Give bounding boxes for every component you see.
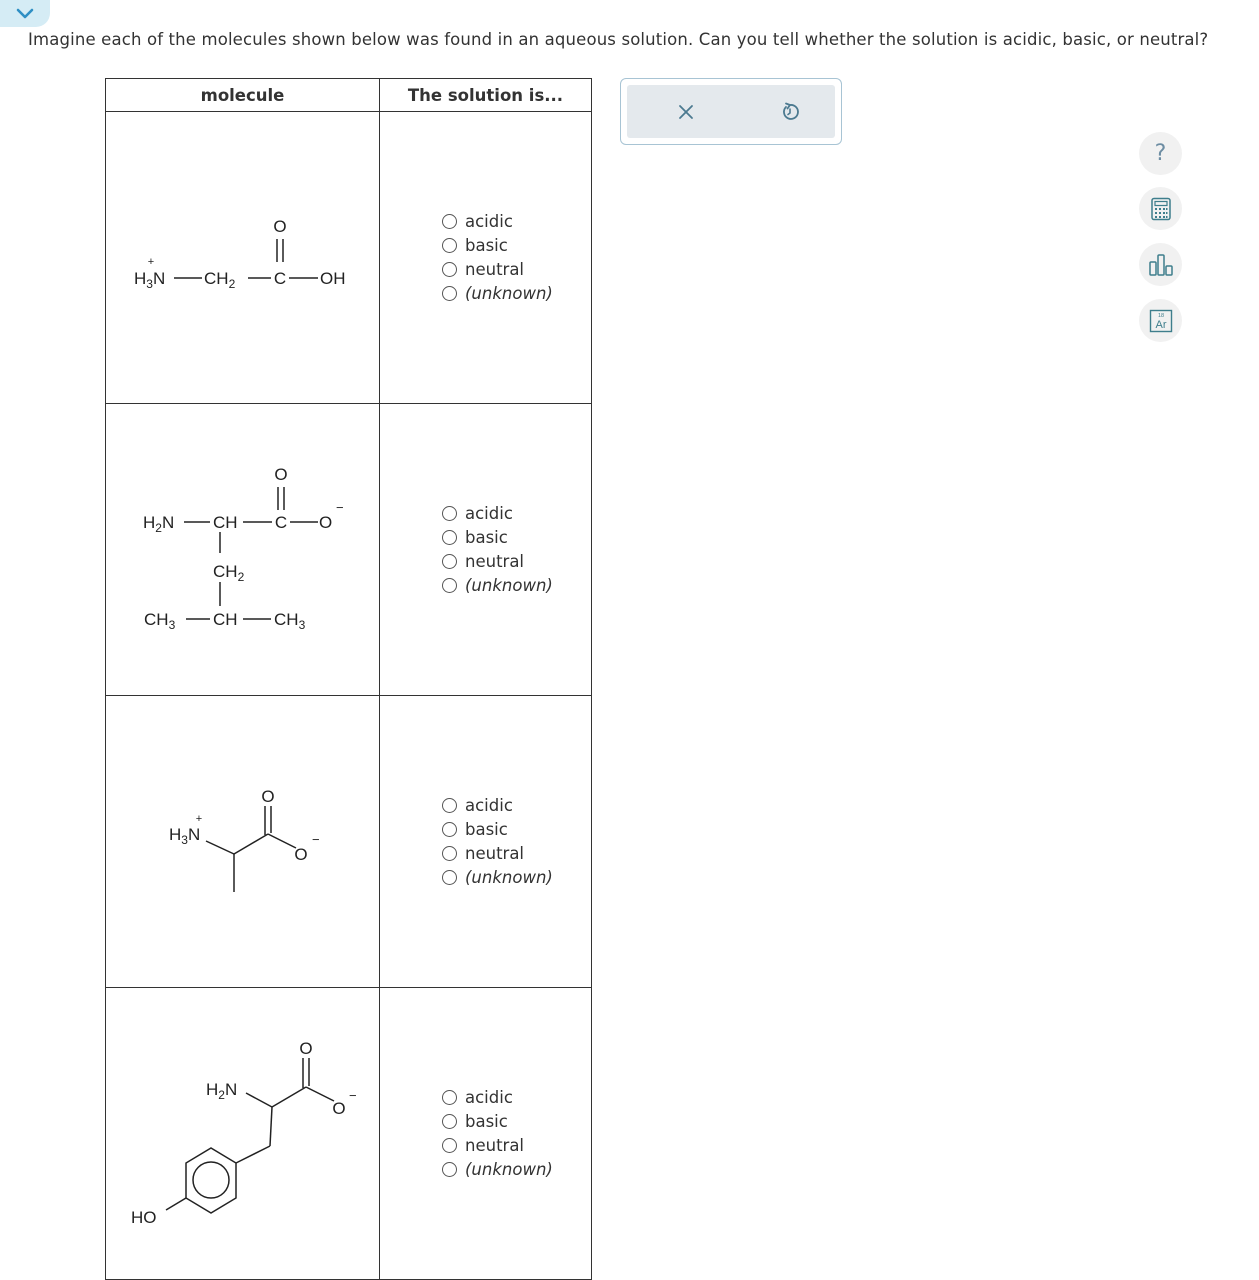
atom-label: $CH_3$ [144, 610, 176, 632]
atom-label: O [273, 217, 287, 236]
bond-line [268, 834, 296, 848]
radio-button[interactable] [442, 822, 457, 837]
molecule-2-structure [106, 404, 379, 695]
answer-action-panel [620, 78, 842, 145]
help-button[interactable] [1139, 132, 1182, 175]
periodic-table-button[interactable] [1139, 299, 1182, 342]
charge-minus: − [312, 832, 320, 847]
radio-button[interactable] [442, 578, 457, 593]
answer-table [105, 78, 592, 1280]
option-neutral[interactable]: neutral [442, 258, 591, 282]
radio-button[interactable] [442, 846, 457, 861]
atom-label: O [299, 1039, 313, 1058]
radio-button[interactable] [442, 1138, 457, 1153]
answer-cell [380, 988, 592, 1280]
svg-text:18: 18 [1157, 312, 1164, 319]
atom-label: OH [320, 269, 346, 288]
bar-chart-icon [1148, 253, 1174, 277]
molecule-cell [106, 404, 380, 696]
option-basic[interactable]: basic [442, 1109, 591, 1133]
atom-label: O [261, 787, 275, 806]
radio-group [380, 1085, 591, 1182]
molecule-cell [106, 112, 380, 404]
radio-group [380, 793, 591, 890]
atom-label: CH [213, 513, 238, 532]
atom-label: CH [213, 610, 238, 629]
atom-label: O [319, 513, 333, 532]
option-unknown[interactable]: (unknown) [442, 574, 591, 598]
charge-plus: + [147, 256, 155, 268]
undo-button[interactable] [777, 99, 803, 125]
atom-label: $CH_2$ [213, 562, 245, 584]
radio-button[interactable] [442, 286, 457, 301]
calculator-icon [1150, 197, 1172, 221]
answer-cell [380, 404, 592, 696]
data-chart-button[interactable] [1139, 243, 1182, 286]
option-unknown[interactable]: (unknown) [442, 866, 591, 890]
benzene-aromatic-circle [193, 1162, 229, 1198]
table-row [106, 112, 592, 404]
atom-label: O [294, 845, 308, 864]
charge-minus: − [349, 1088, 357, 1103]
chevron-down-icon [15, 8, 35, 20]
molecule-4-structure [106, 988, 379, 1279]
radio-button[interactable] [442, 1114, 457, 1129]
option-basic[interactable]: basic [442, 525, 591, 549]
atom-label: C [273, 269, 287, 288]
x-icon [678, 104, 694, 120]
atom-label: $H_3N$ [169, 825, 201, 847]
bond-line [236, 1146, 270, 1163]
charge-minus: − [336, 500, 344, 515]
radio-button[interactable] [442, 530, 457, 545]
option-unknown[interactable]: (unknown) [442, 282, 591, 306]
action-button-bar [627, 85, 835, 138]
molecule-3-structure [106, 696, 379, 987]
option-basic[interactable]: basic [442, 233, 591, 257]
option-neutral[interactable]: neutral [442, 842, 591, 866]
radio-button[interactable] [442, 554, 457, 569]
answer-cell [380, 112, 592, 404]
bond-line [246, 1093, 272, 1107]
table-row [106, 404, 592, 696]
option-acidic[interactable]: acidic [442, 501, 591, 525]
collapse-toggle[interactable] [0, 0, 50, 27]
radio-button[interactable] [442, 798, 457, 813]
radio-button[interactable] [442, 506, 457, 521]
radio-group [380, 501, 591, 598]
atom-label: $H_3N$ [134, 269, 166, 291]
molecule-1-structure [106, 112, 379, 403]
radio-group [380, 209, 591, 306]
atom-label: HO [131, 1208, 157, 1227]
column-header-solution: The solution is... [380, 79, 592, 112]
option-neutral[interactable]: neutral [442, 550, 591, 574]
periodic-table-icon [1149, 309, 1173, 333]
option-basic[interactable]: basic [442, 817, 591, 841]
bond-line [206, 841, 234, 854]
option-acidic[interactable]: acidic [442, 1085, 591, 1109]
molecule-cell [106, 988, 380, 1280]
charge-plus: + [195, 813, 203, 825]
radio-button[interactable] [442, 214, 457, 229]
radio-button[interactable] [442, 1090, 457, 1105]
undo-icon [780, 102, 800, 122]
clear-button[interactable] [673, 99, 699, 125]
option-acidic[interactable]: acidic [442, 209, 591, 233]
atom-label: $CH_3$ [274, 610, 306, 632]
atom-label: $H_2N$ [143, 513, 175, 535]
svg-text:Ar: Ar [1155, 318, 1166, 331]
table-row [106, 696, 592, 988]
radio-button[interactable] [442, 238, 457, 253]
help-icon: ? [1154, 141, 1167, 166]
option-acidic[interactable]: acidic [442, 793, 591, 817]
atom-label: $CH_2$ [204, 269, 236, 291]
bond-line [234, 834, 268, 854]
atom-label: O [274, 465, 288, 484]
option-neutral[interactable]: neutral [442, 1134, 591, 1158]
molecule-cell [106, 696, 380, 988]
radio-button[interactable] [442, 870, 457, 885]
answer-cell [380, 696, 592, 988]
radio-button[interactable] [442, 1162, 457, 1177]
bond-line [272, 1087, 306, 1107]
column-header-molecule: molecule [106, 79, 380, 112]
calculator-button[interactable] [1139, 187, 1182, 230]
question-text: Imagine each of the molecules shown below was found in an aqueous solution. Can you tell whether the solution is acidic, basic, or neutral? [28, 30, 1209, 49]
atom-label: $H_2N$ [206, 1080, 238, 1102]
option-unknown[interactable]: (unknown) [442, 1158, 591, 1182]
atom-label: O [332, 1099, 346, 1118]
bond-line [270, 1107, 272, 1146]
bond-line [166, 1198, 186, 1210]
bond-line [306, 1087, 334, 1101]
radio-button[interactable] [442, 262, 457, 277]
atom-label: C [274, 513, 288, 532]
table-row [106, 988, 592, 1280]
